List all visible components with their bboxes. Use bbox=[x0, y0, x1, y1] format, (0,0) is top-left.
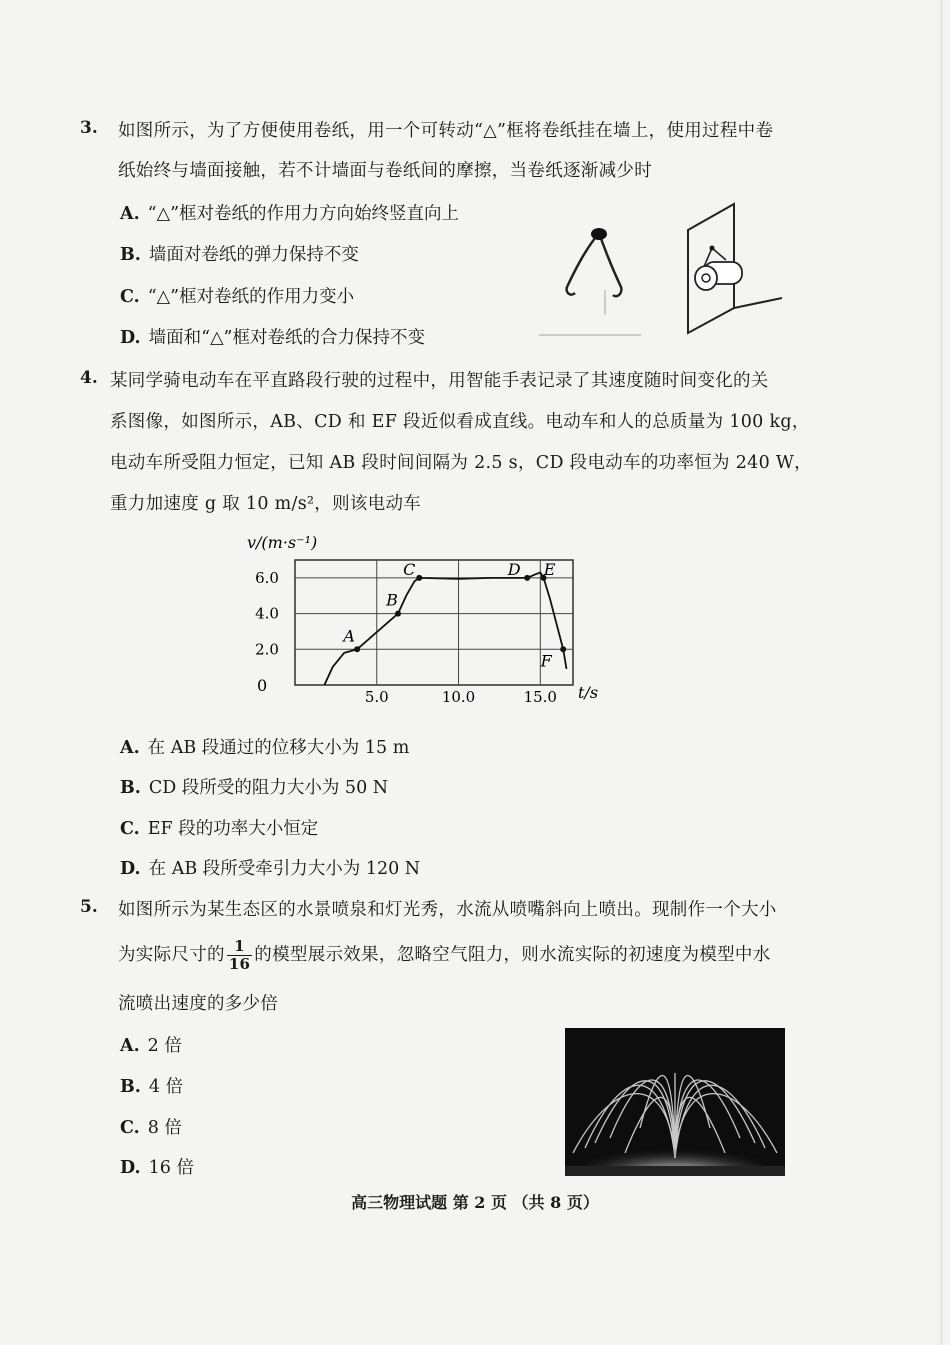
option-c: C. “△”框对卷纸的作用力变小 bbox=[120, 287, 355, 307]
question-number: 3. bbox=[80, 118, 98, 138]
point-label-c: C bbox=[403, 559, 416, 579]
option-b: B. 墙面对卷纸的弹力保持不变 bbox=[120, 245, 359, 265]
velocity-time-chart bbox=[235, 528, 615, 708]
point-label-d: D bbox=[507, 559, 521, 579]
series-layer bbox=[324, 573, 566, 686]
option-b: B. CD 段所受的阻力大小为 50 N bbox=[120, 778, 389, 798]
x-axis-label: t/s bbox=[578, 683, 599, 702]
question-text: 如图所示为某生态区的水景喷泉和灯光秀，水流从喷嘴斜向上喷出。现制作一个大小 bbox=[118, 900, 777, 920]
option-b: B. 4 倍 bbox=[120, 1077, 184, 1097]
option-a: A. 在 AB 段通过的位移大小为 15 m bbox=[120, 738, 410, 758]
question-number: 5. bbox=[80, 897, 98, 917]
point-b bbox=[395, 611, 401, 617]
question-text: 流喷出速度的多少倍 bbox=[118, 994, 279, 1014]
x-tick-label: 10.0 bbox=[441, 688, 476, 706]
question-text: 某同学骑电动车在平直路段行驶的过程中，用智能手表记录了其速度随时间变化的关 bbox=[110, 371, 769, 391]
y-tick-label: 4.0 bbox=[255, 604, 279, 623]
y-tick-label: 6.0 bbox=[255, 568, 279, 587]
option-d: D. 在 AB 段所受牵引力大小为 120 N bbox=[120, 859, 421, 879]
question-text: 电动车所受阻力恒定，已知 AB 段时间间隔为 2.5 s，CD 段电动车的功率恒为 240 W， bbox=[110, 453, 812, 473]
point-f bbox=[560, 646, 566, 652]
question-text-with-fraction: 为实际尺寸的 $\frac{1}{16}$ 的模型展示效果，忽略空气阻力，则水流实际的初速度为模型中水 bbox=[118, 937, 771, 973]
point-c bbox=[416, 575, 422, 581]
page-footer: 高三物理试题 第 2 页 （共 8 页） bbox=[351, 1193, 599, 1212]
point-label-e: E bbox=[543, 559, 556, 579]
point-label-f: F bbox=[540, 651, 552, 671]
question-number: 4. bbox=[80, 368, 98, 388]
question-text: 纸始终与墙面接触，若不计墙面与卷纸间的摩擦，当卷纸逐渐减少时 bbox=[118, 161, 652, 181]
y-tick-label: 2.0 bbox=[255, 640, 279, 659]
y-axis-label: v/(m·s⁻¹) bbox=[247, 533, 318, 552]
x-tick-label: 15.0 bbox=[523, 688, 557, 706]
question-text: 重力加速度 g 取 10 m/s²，则该电动车 bbox=[110, 494, 422, 514]
option-c: C. 8 倍 bbox=[120, 1118, 182, 1138]
fraction: $\frac{1}{16}$ bbox=[228, 937, 251, 973]
velocity-curve bbox=[324, 573, 566, 686]
option-a: A. 2 倍 bbox=[120, 1036, 182, 1056]
point-d bbox=[524, 575, 530, 581]
option-a: A. “△”框对卷纸的作用力方向始终竖直向上 bbox=[120, 204, 460, 224]
option-d: D. 墙面和“△”框对卷纸的合力保持不变 bbox=[120, 328, 426, 348]
origin-label: 0 bbox=[257, 676, 268, 695]
option-d: D. 16 倍 bbox=[120, 1158, 194, 1178]
wall-roll-figure bbox=[682, 198, 792, 338]
point-label-b: B bbox=[386, 590, 398, 610]
scan-edge bbox=[940, 0, 943, 1345]
question-text: 系图像，如图所示，AB、CD 和 EF 段近似看成直线。电动车和人的总质量为 100 kg， bbox=[110, 412, 810, 432]
question-text: 如图所示，为了方便使用卷纸，用一个可转动“△”框将卷纸挂在墙上，使用过程中卷 bbox=[118, 121, 774, 141]
point-label-a: A bbox=[343, 626, 355, 646]
triangle-frame-figure bbox=[535, 215, 645, 340]
option-c: C. EF 段的功率大小恒定 bbox=[120, 819, 319, 839]
point-a bbox=[354, 646, 360, 652]
fountain-photo bbox=[565, 1028, 785, 1176]
x-tick-label: 5.0 bbox=[364, 688, 389, 706]
